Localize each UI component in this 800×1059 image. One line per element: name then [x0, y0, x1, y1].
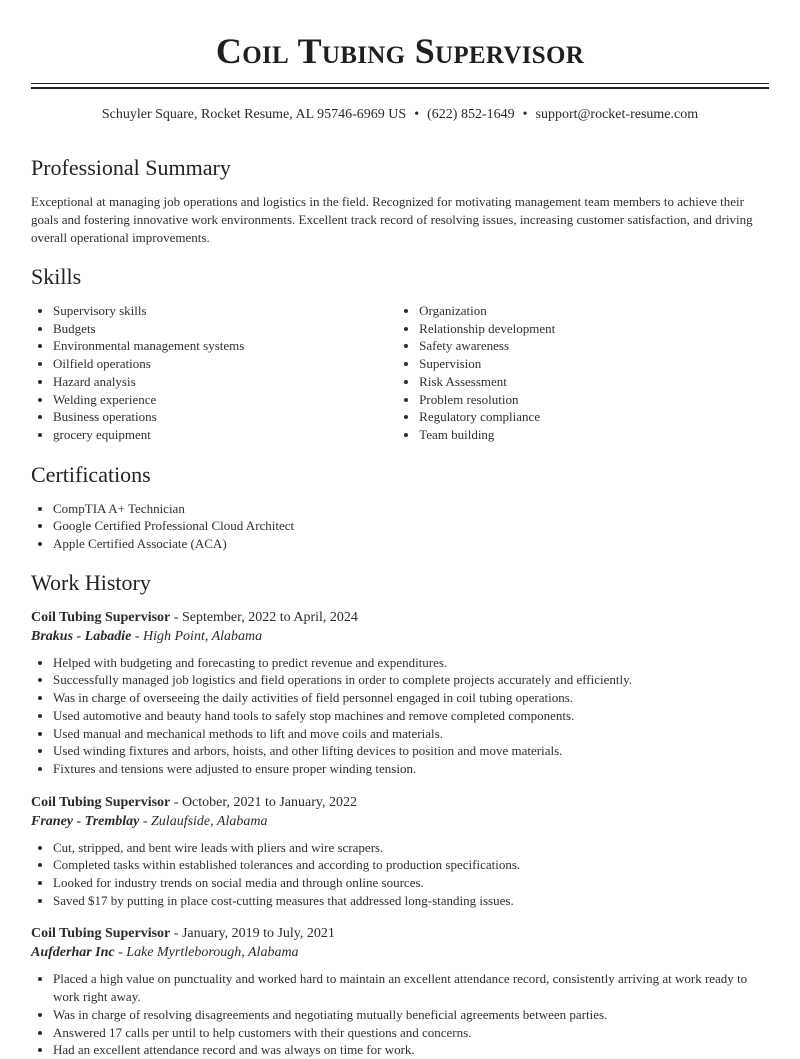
skill-item: • Safety awareness — [419, 337, 769, 355]
skills-list-left — [31, 302, 397, 444]
skill-item: • Regulatory compliance — [419, 408, 769, 426]
job-duty: • Looked for industry trends on social media and through online sources. — [53, 874, 769, 892]
contact-address: Schuyler Square, Rocket Resume, AL 95746-6969 US — [101, 107, 407, 122]
job-company-line — [31, 627, 769, 646]
job-duties-list — [31, 839, 769, 910]
job-duty: • Helped with budgeting and forecasting to predict revenue and expenditures. — [53, 654, 769, 672]
contact-line — [31, 106, 769, 124]
certifications-list — [31, 500, 769, 553]
job-entry — [31, 924, 769, 1059]
work-history-heading: Work History — [31, 569, 151, 595]
certification-item: • Google Certified Professional Cloud Architect — [53, 517, 769, 535]
job-title: Coil Tubing Supervisor — [31, 609, 171, 625]
resume-name: Coil Tubing Supervisor — [215, 31, 585, 71]
job-header — [31, 924, 769, 943]
skill-item: • Team building — [419, 426, 769, 444]
job-duty: • Had an excellent attendance record and was always on time for work. — [53, 1041, 769, 1059]
job-company: Brakus - Labadie — [31, 628, 132, 644]
skills-list-right — [397, 302, 769, 444]
contact-separator: • — [414, 107, 420, 122]
job-duty: • Was in charge of overseeing the daily activities of field personnel engaged in coil tubing operations. — [53, 689, 769, 707]
job-duty: • Was in charge of resolving disagreements and negotiating mutually beneficial agreements between parties. — [53, 1006, 769, 1024]
job-duties-list — [31, 970, 769, 1059]
header-divider-thick — [31, 87, 769, 89]
job-duty: • Placed a high value on punctuality and worked hard to maintain an excellent attendance record, consistently arriving at work ready to work right away. — [53, 970, 769, 1005]
job-company-line — [31, 943, 769, 962]
skill-item: • grocery equipment — [53, 426, 397, 444]
job-duty: • Successfully managed job logistics and field operations in order to complete projects accurately and efficiently. — [53, 671, 769, 689]
skill-item: • Business operations — [53, 408, 397, 426]
certification-item: • Apple Certified Associate (ACA) — [53, 535, 769, 553]
skill-item: • Welding experience — [53, 391, 397, 409]
job-duty: • Fixtures and tensions were adjusted to ensure proper winding tension. — [53, 760, 769, 778]
job-duties-list — [31, 654, 769, 778]
job-location: - Zulaufside, Alabama — [139, 813, 268, 829]
contact-email: support@rocket-resume.com — [535, 107, 699, 122]
skill-item: • Relationship development — [419, 320, 769, 338]
job-title: Coil Tubing Supervisor — [31, 794, 171, 810]
job-duty: • Used winding fixtures and arbors, hoists, and other lifting devices to position and move materials. — [53, 742, 769, 760]
job-location: - High Point, Alabama — [131, 628, 263, 644]
skills-columns — [31, 302, 769, 444]
job-title: Coil Tubing Supervisor — [31, 926, 171, 942]
skill-item: • Supervisory skills — [53, 302, 397, 320]
header-divider-thin — [31, 83, 769, 84]
skill-item: • Supervision — [419, 355, 769, 373]
skill-item: • Problem resolution — [419, 391, 769, 409]
job-duty: • Saved $17 by putting in place cost-cutting measures that addressed long-standing issues. — [53, 892, 769, 910]
skill-item: • Environmental management systems — [53, 337, 397, 355]
job-company: Aufderhar Inc — [31, 945, 115, 961]
job-company: Franey - Tremblay — [31, 813, 140, 829]
certifications-heading: Certifications — [31, 461, 151, 487]
job-duty: • Cut, stripped, and bent wire leads with pliers and wire scrapers. — [53, 839, 769, 857]
skill-item: • Hazard analysis — [53, 373, 397, 391]
job-duty: • Answered 17 calls per until to help customers with their questions and concerns. — [53, 1024, 769, 1042]
job-dates: - October, 2021 to January, 2022 — [170, 794, 357, 810]
job-location: - Lake Myrtleborough, Alabama — [114, 945, 299, 961]
job-company-line — [31, 812, 769, 831]
certification-item: • CompTIA A+ Technician — [53, 500, 769, 518]
skill-item: • Risk Assessment — [419, 373, 769, 391]
job-header — [31, 608, 769, 627]
summary-text: Exceptional at managing job operations and logistics in the field. Recognized for motivating management team members to achieve their goals and fostering innovative work environments. Excellent track record of resolving issues, increasing customer satisfaction, and driving overall operational improvements. — [31, 194, 753, 245]
job-duty: • Used manual and mechanical methods to lift and move coils and materials. — [53, 725, 769, 743]
contact-phone: (622) 852-1649 — [427, 107, 515, 122]
job-duty: • Completed tasks within established tolerances and according to production specifications. — [53, 856, 769, 874]
job-entry — [31, 793, 769, 910]
skills-heading: Skills — [31, 264, 82, 289]
job-entry — [31, 608, 769, 778]
contact-separator: • — [522, 107, 528, 122]
skill-item: • Budgets — [53, 320, 397, 338]
job-duty: • Used automotive and beauty hand tools to safely stop machines and remove completed components. — [53, 707, 769, 725]
skill-item: • Oilfield operations — [53, 355, 397, 373]
job-dates: - September, 2022 to April, 2024 — [170, 609, 358, 625]
job-header — [31, 793, 769, 812]
summary-heading: Professional Summary — [31, 155, 231, 180]
skill-item: • Organization — [419, 302, 769, 320]
job-dates: - January, 2019 to July, 2021 — [170, 926, 335, 942]
